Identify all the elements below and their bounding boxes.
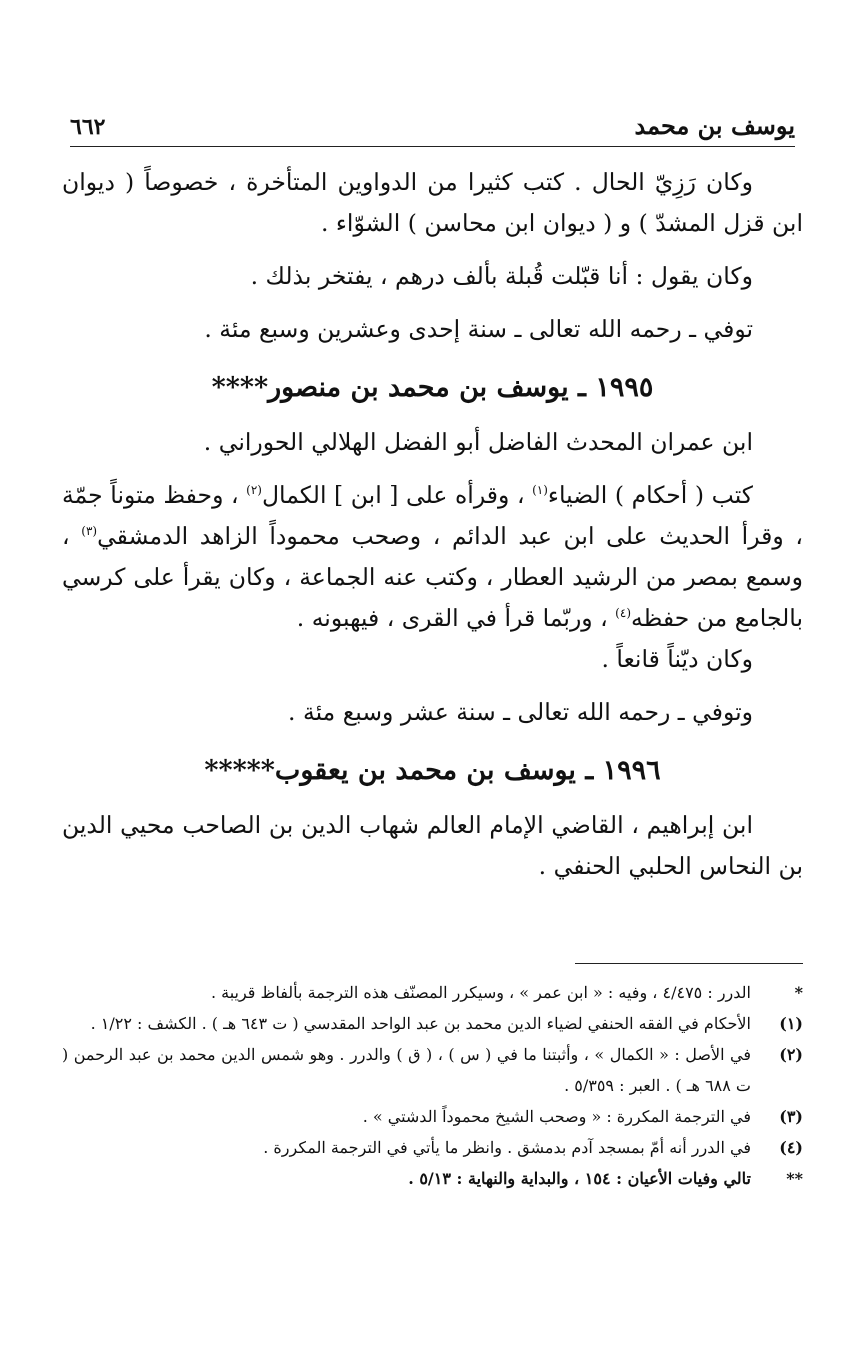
footnote-mark: * <box>794 983 803 1002</box>
paragraph: توفي ـ رحمه الله تعالى ـ سنة إحدى وعشرين وسبع مئة . <box>204 315 753 343</box>
paragraph: ابن إبراهيم ، القاضي الإمام العالم شهاب الدين بن الصاحب محيي الدين بن النحاس الحلبي الحنفي . <box>62 811 803 880</box>
footnote-ref: (٣) <box>81 524 98 539</box>
footnote <box>62 1101 803 1132</box>
text-segment: ، وربّما قرأ في القرى ، فيهبونه . <box>296 604 616 632</box>
footnote-mark: (١) <box>779 1014 803 1033</box>
running-head <box>70 104 795 147</box>
running-title: يوسف بن محمد <box>634 111 795 140</box>
paragraph: وكان رَزِيّ الحال . كتب كثيرا من الدواوين المتأخرة ، خصوصاً ( ديوان ابن قزل المشدّ ) و ( ديوان ابن محاسن ) الشوّاء . <box>62 168 803 237</box>
footnote-divider <box>575 963 803 964</box>
footnote <box>62 1163 803 1194</box>
paragraph: وتوفي ـ رحمه الله تعالى ـ سنة عشر وسبع مئة . <box>288 698 753 726</box>
paragraph <box>62 475 803 639</box>
text-segment: ، وقرأه على [ ابن ] الكمال <box>261 481 533 509</box>
footnote <box>62 1008 803 1039</box>
text-segment: ، وحفظ متوناً جمّة ، وقرأ الحديث على ابن عبد الدائم ، وصحب محموداً الزاهد الدمشقي <box>62 481 804 550</box>
footnote-text: في الترجمة المكررة : « وصحب الشيخ محموداً الدشتي » . <box>362 1107 751 1126</box>
paragraph: ابن عمران المحدث الفاضل أبو الفضل الهلالي الحوراني . <box>203 428 753 456</box>
paragraph: وكان يقول : أنا قبّلت قُبلة بألف درهم ، يفتخر بذلك . <box>250 262 753 290</box>
footnote-mark: (٣) <box>779 1107 803 1126</box>
footnotes <box>62 977 803 1194</box>
footnote-mark: (٢) <box>779 1045 803 1064</box>
page-body <box>62 162 803 887</box>
entry-heading: ١٩٩٦ ـ يوسف بن محمد بن يعقوب***** <box>204 755 661 786</box>
footnote-mark: (٤) <box>779 1138 803 1157</box>
footnote-text: في الأصل : « الكمال » ، وأثبتنا ما في ( س ) ، ( ق ) والدرر . وهو شمس الدين محمد بن عبد الرحمن ( ت ٦٨٨ هـ ) . العبر : ٥/٣٥٩ . <box>62 1045 751 1095</box>
footnote-text: الأحكام في الفقه الحنفي لضياء الدين محمد بن عبد الواحد المقدسي ( ت ٦٤٣ هـ ) . الكشف : ١/٢٢ . <box>90 1014 751 1033</box>
footnote-mark: ** <box>786 1169 803 1188</box>
footnote-text: الدرر : ٤/٤٧٥ ، وفيه : « ابن عمر » ، وسيكرر المصنّف هذه الترجمة بألفاظ قريبة . <box>210 983 751 1002</box>
footnote-ref: (١) <box>532 483 548 498</box>
footnote <box>62 1039 803 1101</box>
page-number: ٦٦٢ <box>70 114 106 140</box>
footnote-text: تالي وفيات الأعيان : ١٥٤ ، والبداية والنهاية : ٥/١٣ . <box>408 1169 751 1188</box>
text-segment: ، وسمع بمصر من الرشيد العطار ، وكتب عنه الجماعة ، وكان يقرأ على كرسي بالجامع من حفظه <box>62 522 803 632</box>
footnote-ref: (٤) <box>615 606 631 621</box>
footnote <box>62 977 803 1008</box>
footnote <box>62 1132 803 1163</box>
paragraph: وكان ديّناً قانعاً . <box>601 645 753 673</box>
text-segment: كتب ( أحكام ) الضياء <box>547 481 753 509</box>
footnote-text: في الدرر أنه أمّ بمسجد آدم بدمشق . وانظر ما يأتي في الترجمة المكررة . <box>263 1138 751 1157</box>
footnote-ref: (٢) <box>246 483 262 498</box>
entry-heading: ١٩٩٥ ـ يوسف بن محمد بن منصور**** <box>211 372 654 403</box>
